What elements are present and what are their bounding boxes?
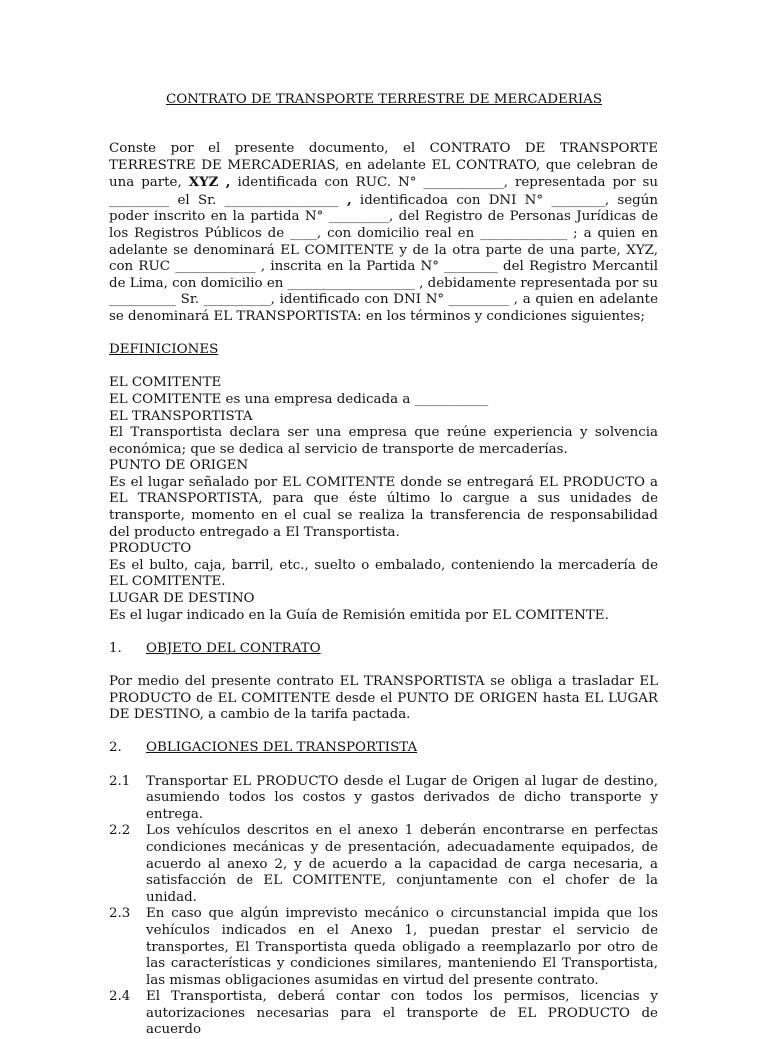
clause-text: Transportar EL PRODUCTO desde el Lugar de Origen al lugar de destino, asumiendo todos los costos y gastos derivados de dicho transporte y entrega. [146, 773, 658, 822]
intro-bold-2: , [338, 191, 352, 208]
section-2-heading [109, 740, 658, 757]
intro-text-1: Conste por el presente documento, el CONTRATO DE TRANSPORTE TERRESTRE DE MERCADERIAS, en adelante EL CONTRATO, que celebran de una parte, [109, 141, 658, 191]
definition-text: El Transportista declara ser una empresa que reúne experiencia y solvencia económica; que se dedica al servicio de transporte de mercaderías. [109, 425, 658, 457]
clause-number: 2.4 [109, 989, 131, 1005]
definition-text: Es el lugar señalado por EL COMITENTE donde se entregará EL PRODUCTO a EL TRANSPORTISTA, para que éste último lo cargue a sus unidades de transporte, momento en el cual se realiza la transferencia de responsabilidad del producto entregado a El Transportista. [109, 474, 658, 540]
clause-item [109, 906, 658, 989]
section-1-heading [109, 641, 658, 658]
definition-term: PRODUCTO [109, 541, 192, 557]
clause-text: En caso que algún imprevisto mecánico o circunstancial impida que los vehículos indicados en el Anexo 1, puedan prestar el servicio de transportes, El Transportista queda obligado a reemplazarlo por otro de las características y condiciones similares, manteniendo El Transportista, las mismas obligaciones asumidas en virtud del presente contrato. [146, 906, 658, 988]
clause-text: El Transportista, deberá contar con todos los permisos, licencias y autorizaciones necesarias para el transporte de EL PRODUCTO de acuerdo [146, 989, 658, 1038]
section-title: OBJETO DEL CONTRATO [146, 640, 321, 656]
section-number: 1. [109, 640, 122, 656]
clause-number: 2.1 [109, 773, 131, 789]
section-number: 2. [109, 740, 122, 756]
document-body [109, 141, 658, 1039]
intro-text-2: identificada con RUC. N° ____________, representada por su _________ el Sr. _________________ [109, 175, 658, 208]
clause-number: 2.2 [109, 823, 131, 839]
intro-paragraph [109, 141, 658, 326]
section-1-text: Por medio del presente contrato EL TRANSPORTISTA se obliga a trasladar EL PRODUCTO de EL COMITENTE desde el PUNTO DE ORIGEN hasta EL LUGAR DE DESTINO, a cambio de la tarifa pactada. [109, 674, 658, 723]
clause-number: 2.3 [109, 906, 131, 922]
definitions-heading: DEFINICIONES [109, 342, 219, 358]
definition-term: EL COMITENTE [109, 375, 222, 391]
section-title: OBLIGACIONES DEL TRANSPORTISTA [146, 740, 418, 756]
intro-text-3: identificadoa con DNI N° ________, según poder inscrito en la partida N° _________, del Registro de Personas Jurídicas de los Registros Públicos de ____, con domicilio real en _____________ ; a quien en adelante se denominará EL COMITENTE y de la otra parte de una parte, XYZ, con RUC ____________ , inscrita en la Partida N° ________ del Registro Mercantil de Lima, con domicilio en ___________________ , debidamente representada por su __________ Sr. __________, identificado con DNI N° _________ , a quien en adelante se denominará EL TRANSPORTISTA: en los términos y condiciones siguientes; [109, 192, 658, 324]
clause-item [109, 823, 658, 906]
definition-text: EL COMITENTE es una empresa dedicada a ___________ [109, 391, 489, 407]
definition-term: EL TRANSPORTISTA [109, 408, 253, 424]
definition-text: Es el lugar indicado en la Guía de Remisión emitida por EL COMITENTE. [109, 607, 609, 623]
clause-text: Los vehículos descritos en el anexo 1 deberán encontrarse en perfectas condiciones mecánicas y de presentación, adecuadamente equipados, de acuerdo al anexo 2, y de acuerdo a la capacidad de carga necesaria, a satisfacción de EL COMITENTE, conjuntamente con el chofer de la unidad. [146, 823, 658, 905]
definition-term: LUGAR DE DESTINO [109, 591, 255, 607]
intro-bold-1: XYZ , [188, 174, 231, 191]
definition-term: PUNTO DE ORIGEN [109, 458, 249, 474]
clause-item [109, 989, 658, 1039]
clause-item [109, 774, 658, 824]
document-title: CONTRATO DE TRANSPORTE TERRESTRE DE MERCADERIAS [165, 92, 603, 107]
definition-text: Es el bulto, caja, barril, etc., suelto o embalado, conteniendo la mercadería de EL COMITENTE. [109, 557, 658, 590]
